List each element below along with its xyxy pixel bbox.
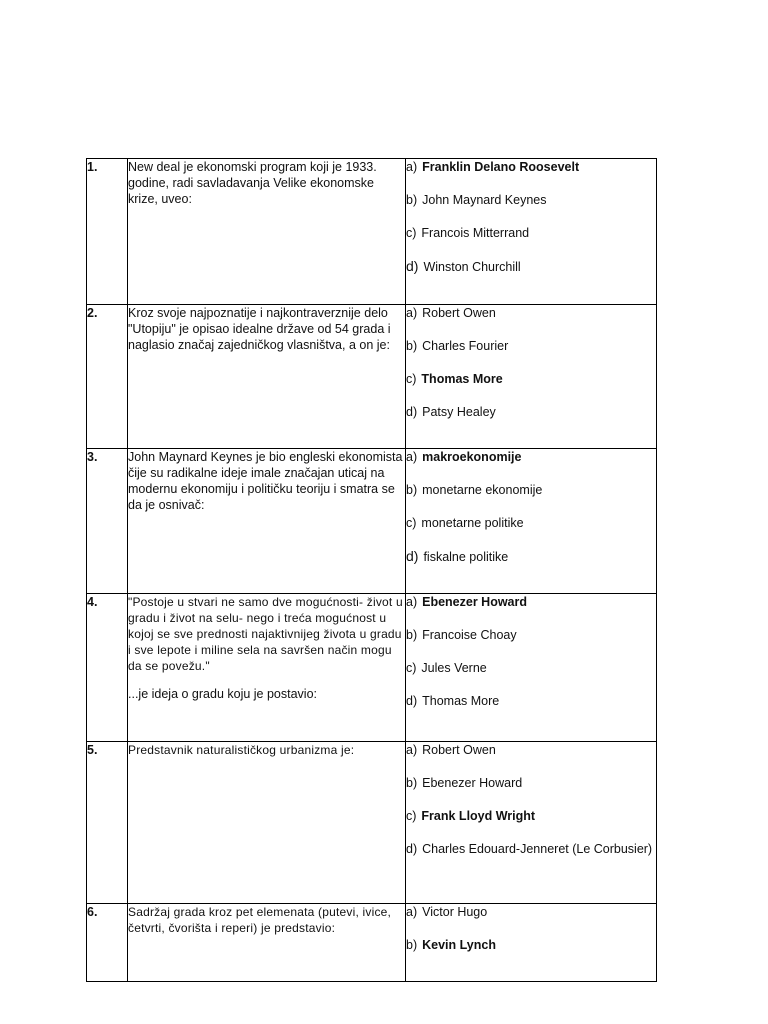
option-b (406, 775, 656, 791)
option-letter: a) (406, 743, 418, 757)
question-text: Sadržaj grada kroz pet elemenata (putevi, ivice, četvrti, čvorišta i reperi) je predstavio: (128, 905, 392, 935)
option-text-correct: Franklin Delano Roosevelt (422, 160, 580, 174)
option-text: John Maynard Keynes (422, 193, 547, 207)
answer-options (406, 449, 657, 594)
question-tail-text: ...je ideja o gradu koju je postavio: (128, 687, 318, 701)
option-c (406, 660, 656, 676)
question-text: "Postoje u stvari ne samo dve mogućnosti- život u gradu i život na selu- nego i treća mogućnost u kojoj se sve prednosti najaktivnijeg života u gradu i sve lepote i miline sela na savršen način mogu da se povežu." (128, 595, 403, 673)
option-b (406, 937, 656, 953)
option-letter: b) (406, 193, 418, 207)
question-number: 2. (87, 305, 128, 449)
option-b (406, 192, 656, 208)
option-text: Francois Mitterrand (421, 226, 530, 240)
answer-options (406, 594, 657, 742)
question-row-3 (87, 449, 657, 594)
option-letter: d) (406, 548, 419, 564)
option-text: monetarne politike (421, 516, 524, 530)
option-a (406, 742, 656, 758)
option-letter: b) (406, 776, 418, 790)
question-number: 5. (87, 742, 128, 904)
question-text: Predstavnik naturalističkog urbanizma je: (128, 743, 355, 757)
question-text-cell (128, 742, 406, 904)
option-text: Charles Edouard-Jenneret (Le Corbusier) (422, 842, 653, 856)
question-text: Kroz svoje najpoznatije i najkontraverznije delo "Utopiju" je opisao idealne države od 54 grada i naglasio značaj zajedničkog vlasništva, a on je: (128, 306, 391, 352)
question-text-cell (128, 594, 406, 742)
option-text: monetarne ekonomije (422, 483, 543, 497)
question-row-2 (87, 305, 657, 449)
option-letter: a) (406, 905, 418, 919)
question-text-cell (128, 449, 406, 594)
option-d (406, 258, 656, 275)
option-d (406, 841, 656, 857)
question-row-5 (87, 742, 657, 904)
option-text: Patsy Healey (422, 405, 496, 419)
option-c (406, 225, 656, 241)
option-d (406, 693, 656, 709)
option-letter: d) (406, 694, 418, 708)
quiz-body (87, 159, 657, 982)
option-letter: a) (406, 160, 418, 174)
option-letter: a) (406, 595, 418, 609)
option-text: Jules Verne (421, 661, 487, 675)
option-b (406, 338, 656, 354)
option-d (406, 404, 656, 420)
option-text: Thomas More (422, 694, 500, 708)
option-text-correct: Thomas More (421, 372, 503, 386)
option-letter: c) (406, 372, 417, 386)
answer-options (406, 305, 657, 449)
option-letter: b) (406, 483, 418, 497)
option-c (406, 371, 656, 387)
option-text: Victor Hugo (422, 905, 488, 919)
option-text: fiskalne politike (423, 550, 509, 564)
question-row-1 (87, 159, 657, 305)
option-letter: a) (406, 306, 418, 320)
question-text-cell (128, 305, 406, 449)
option-letter: c) (406, 226, 417, 240)
option-letter: c) (406, 516, 417, 530)
question-row-6 (87, 904, 657, 982)
answer-options (406, 742, 657, 904)
option-letter: a) (406, 450, 418, 464)
option-c (406, 808, 656, 824)
option-letter: b) (406, 938, 418, 952)
question-number: 3. (87, 449, 128, 594)
option-text: Francoise Choay (422, 628, 517, 642)
answer-options (406, 159, 657, 305)
option-text: Charles Fourier (422, 339, 509, 353)
option-b (406, 482, 656, 498)
option-text: Ebenezer Howard (422, 776, 523, 790)
option-letter: d) (406, 258, 419, 274)
option-c (406, 515, 656, 531)
option-letter: d) (406, 842, 418, 856)
option-text-correct: Kevin Lynch (422, 938, 496, 952)
question-row-4 (87, 594, 657, 742)
option-a (406, 159, 656, 175)
option-text-correct: Ebenezer Howard (422, 595, 528, 609)
option-text: Robert Owen (422, 743, 496, 757)
option-a (406, 594, 656, 610)
quiz-table (86, 158, 657, 982)
answer-options (406, 904, 657, 982)
option-letter: b) (406, 339, 418, 353)
option-text-correct: makroekonomije (422, 450, 522, 464)
option-text: Robert Owen (422, 306, 496, 320)
question-number: 4. (87, 594, 128, 742)
question-text-cell (128, 159, 406, 305)
option-letter: c) (406, 809, 417, 823)
option-letter: d) (406, 405, 418, 419)
option-a (406, 449, 656, 465)
question-text-cell (128, 904, 406, 982)
option-b (406, 627, 656, 643)
option-a (406, 305, 656, 321)
question-number: 1. (87, 159, 128, 305)
option-letter: b) (406, 628, 418, 642)
option-text-correct: Frank Lloyd Wright (421, 809, 536, 823)
option-a (406, 904, 656, 920)
option-letter: c) (406, 661, 417, 675)
option-text: Winston Churchill (423, 260, 521, 274)
question-number: 6. (87, 904, 128, 982)
option-d (406, 548, 656, 565)
question-text: New deal je ekonomski program koji je 1933. godine, radi savladavanja Velike ekonomske krize, uveo: (128, 160, 377, 206)
question-text: John Maynard Keynes je bio engleski ekonomista čije su radikalne ideje imale značajan uticaj na modernu ekonomiju i političku teoriju i smatra se da je osnivač: (128, 450, 403, 512)
